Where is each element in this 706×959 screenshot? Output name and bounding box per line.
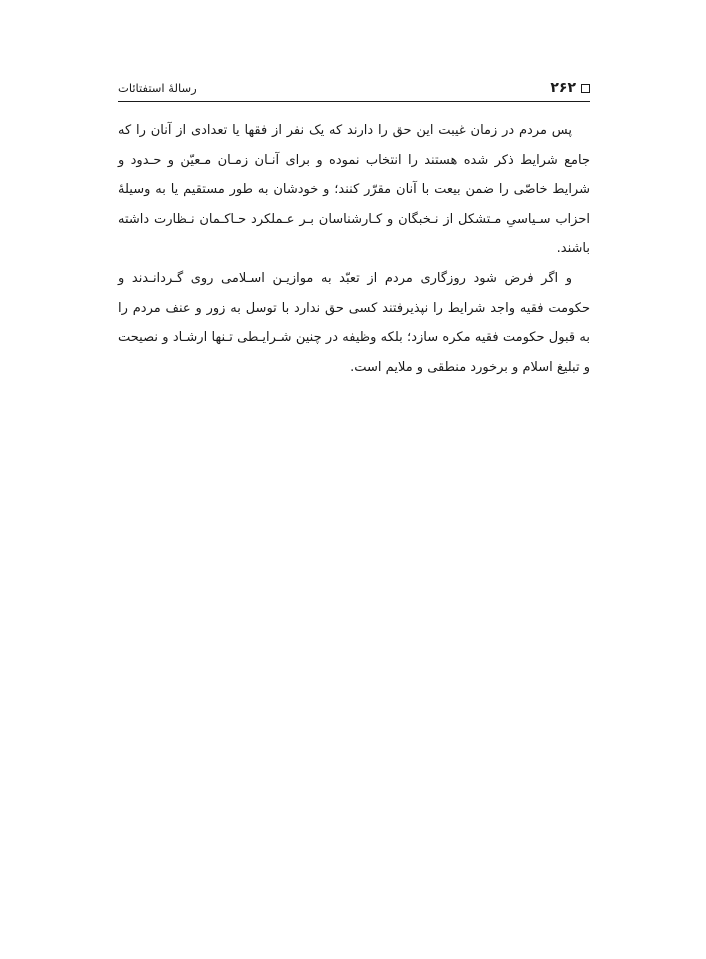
book-title: رسالۀ استفتائات: [118, 81, 197, 95]
body-text: [118, 116, 590, 382]
header-divider: [118, 101, 590, 102]
paragraph-1: پس مردم در زمان غیبت این حق را دارند که یک نفر از فقها یا تعدادی از آنان را که جامع شرایط ذکر شده هستند را انتخاب نموده و برای آنـان زمـان مـعیّن و حـدود و شرایط خاصّی را ضمن بیعت با آنان مقرّر کنند؛ و خودشان به طور مستقیم یا به وسیلۀ احزاب سـیاسیِ مـتشکل از نـخبگان و کـارشناسان بـر عـملکرد حـاکـمان نـظارت داشته باشند.: [118, 123, 590, 257]
running-header: [118, 79, 590, 99]
page-number-group: [550, 79, 590, 97]
square-box-icon: [581, 84, 590, 93]
page-number: ۲۶۲: [550, 80, 576, 96]
paragraph-2: و اگر فرض شود روزگاری مردم از تعبّد به موازیـن اسـلامی روی گـردانـدند و حکومت فقیه واجد شرایط را نپذیرفتند کسی حق ندارد با توسل به زور و عنف مردم را به قبول حکومت فقیه مکره سازد؛ بلکه وظیفه در چنین شـرایـطی تـنها ارشـاد و نصیحت و تبلیغ اسلام و برخورد منطقی و ملایم است.: [118, 270, 590, 375]
